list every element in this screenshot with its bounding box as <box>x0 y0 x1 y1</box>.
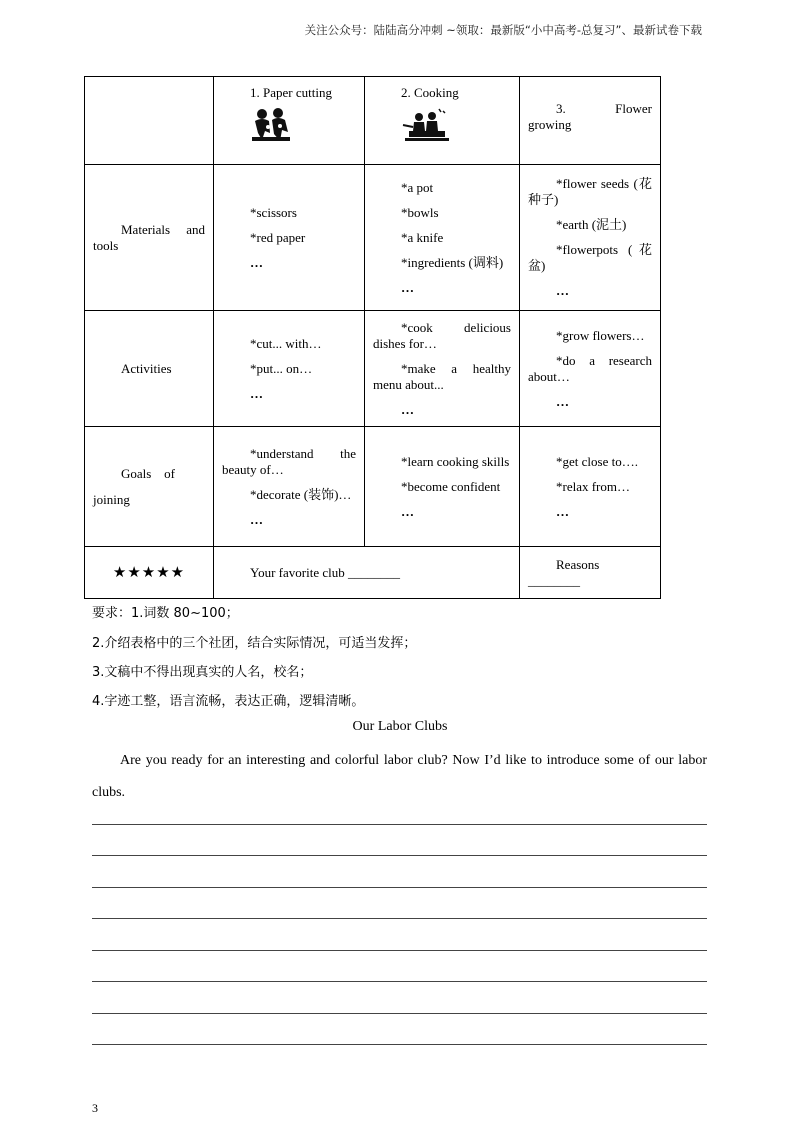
cell-item: *ingredients (调料) <box>401 254 504 270</box>
cell-ellipsis: … <box>556 393 570 409</box>
cell-paper-cutting <box>214 165 365 311</box>
writing-line[interactable] <box>92 950 707 951</box>
header-note: 关注公众号：陆陆高分冲刺 ~领取：最新版“小中高考-总复习”、最新试卷下载 <box>304 23 702 37</box>
cell-item: *flowerpots (花盆) <box>528 242 652 273</box>
cell-item: *bowls <box>401 204 439 220</box>
favorite-club-blank: Your favorite club ________ <box>214 547 520 599</box>
cell-cooking <box>365 427 520 547</box>
reasons-blank: Reasons ________ <box>520 547 661 599</box>
cell-ellipsis: … <box>401 279 415 295</box>
row-activities <box>85 311 661 427</box>
cell-ellipsis: … <box>556 283 570 298</box>
cooking-picture <box>401 107 451 143</box>
cell-ellipsis: … <box>250 511 264 527</box>
row-favorite <box>85 547 661 599</box>
requirement-4: 4.字迹工整，语言流畅，表达正确，逻辑清晰。 <box>92 694 365 709</box>
star-rating: ★★★★★ <box>85 547 214 599</box>
cell-item: *make a healthy menu about... <box>373 360 511 392</box>
club-header-cooking <box>365 77 520 165</box>
cell-ellipsis: … <box>556 503 570 519</box>
cell-item: *put... on… <box>250 360 313 376</box>
cell-item: *learn cooking skills <box>401 453 510 469</box>
cell-cooking <box>365 165 520 311</box>
writing-line[interactable] <box>92 1044 707 1045</box>
writing-line[interactable] <box>92 824 707 825</box>
requirement-3: 3.文稿中不得出现真实的人名，校名； <box>92 665 313 680</box>
club-header-paper-cutting <box>214 77 365 165</box>
cell-item: *cut... with… <box>250 335 322 351</box>
essay-title: Our Labor Clubs <box>352 719 448 734</box>
cell-item: *get close to…. <box>556 453 638 469</box>
club-header-flower-growing <box>520 77 661 165</box>
club-title: 1. Paper cutting <box>250 85 332 100</box>
cell-item: *become confident <box>401 478 501 494</box>
writing-line[interactable] <box>92 887 707 888</box>
cell-cooking <box>365 311 520 427</box>
paper-cutting-picture <box>250 107 292 143</box>
cell-item: *a pot <box>401 179 434 195</box>
cell-item: *understand the beauty of… <box>222 445 356 477</box>
cell-item: *red paper <box>250 229 306 245</box>
cell-flower-growing <box>520 311 661 427</box>
requirement-1: 要求：1.词数 80~100； <box>92 606 239 621</box>
writing-line[interactable] <box>92 855 707 856</box>
cell-item: *grow flowers… <box>556 327 645 343</box>
clubs-table <box>84 76 661 599</box>
cell-paper-cutting <box>214 427 365 547</box>
essay-intro: Are you ready for an interesting and colorful labor club? Now I’d like to introduce some of our labor clubs. <box>92 753 707 800</box>
cell-item: *scissors <box>250 204 297 220</box>
cell-ellipsis: … <box>401 401 415 417</box>
club-title: 3. Flower growing <box>528 101 652 132</box>
cell-item: *flower seeds (花种子) <box>528 176 652 207</box>
cell-flower-growing <box>520 427 661 547</box>
row-label: Activities <box>85 311 214 427</box>
cell-ellipsis: … <box>401 503 415 519</box>
cell-flower-growing <box>520 165 661 311</box>
cell-item: *earth (泥土) <box>556 217 627 232</box>
writing-line[interactable] <box>92 981 707 982</box>
requirement-2: 2.介绍表格中的三个社团，结合实际情况，可适当发挥； <box>92 636 417 651</box>
cell-item: *relax from… <box>556 478 631 494</box>
writing-line[interactable] <box>92 1013 707 1014</box>
cell-item: *cook delicious dishes for… <box>373 319 511 351</box>
row-goals <box>85 427 661 547</box>
cell-ellipsis: … <box>250 254 264 270</box>
row-label: Materials and tools <box>85 165 214 311</box>
cell-item: *a knife <box>401 229 444 245</box>
empty-corner-cell <box>85 77 214 165</box>
club-title: 2. Cooking <box>401 85 459 100</box>
table-header-row <box>85 77 661 165</box>
row-label: Goals of joining <box>85 427 214 547</box>
cell-ellipsis: … <box>250 385 264 401</box>
cell-paper-cutting <box>214 311 365 427</box>
cell-item: *do a research about… <box>528 352 652 384</box>
writing-line[interactable] <box>92 918 707 919</box>
row-materials <box>85 165 661 311</box>
cell-item: *decorate (装饰)… <box>250 486 352 502</box>
page-number: 3 <box>92 1101 98 1115</box>
